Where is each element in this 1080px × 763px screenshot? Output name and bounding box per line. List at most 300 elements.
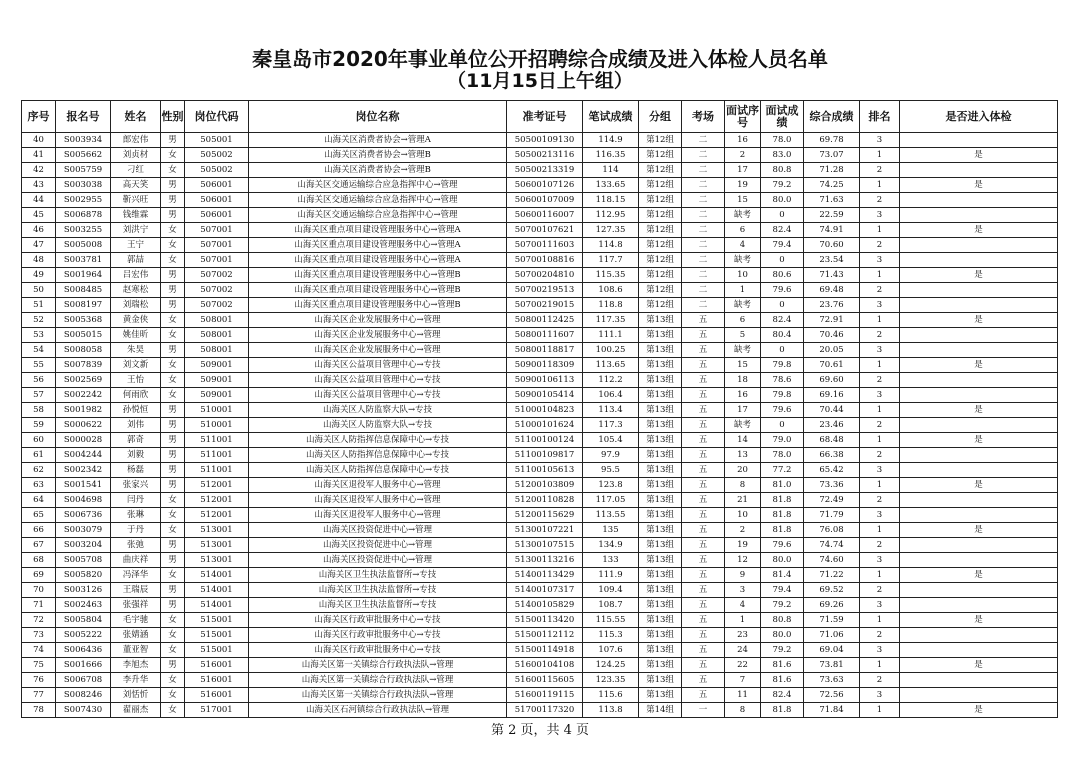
table-cell: 山海关区人防指挥信息保障中心→专技 [249, 433, 507, 448]
table-cell: 第12组 [639, 283, 682, 298]
table-cell: 113.55 [583, 508, 639, 523]
table-row [22, 508, 1058, 523]
table-cell: 山海关区卫生执法监督所→专技 [249, 598, 507, 613]
table-cell: 70.44 [804, 403, 860, 418]
table-cell: 134.9 [583, 538, 639, 553]
table-cell: 78.6 [761, 373, 804, 388]
table-cell: S007430 [56, 703, 111, 718]
table-cell: 51600115605 [507, 673, 583, 688]
table-cell: 李旭杰 [111, 658, 161, 673]
table-cell: 80.8 [761, 613, 804, 628]
table-cell: 二 [682, 133, 725, 148]
table-cell: 刘瑞松 [111, 298, 161, 313]
table-cell: 114 [583, 163, 639, 178]
table-cell: 孙悦恒 [111, 403, 161, 418]
table-cell: 1 [860, 523, 900, 538]
table-cell: 74 [22, 643, 56, 658]
table-cell: 缺考 [725, 298, 761, 313]
table-cell: S001964 [56, 268, 111, 283]
table-cell: 509001 [185, 373, 249, 388]
table-cell: 50900105414 [507, 388, 583, 403]
table-cell: 1 [725, 613, 761, 628]
table-cell: 56 [22, 373, 56, 388]
table-cell: 五 [682, 613, 725, 628]
table-cell: 张强祥 [111, 598, 161, 613]
table-cell: 515001 [185, 613, 249, 628]
table-cell: 21 [725, 493, 761, 508]
table-cell: 70.61 [804, 358, 860, 373]
table-cell: 40 [22, 133, 56, 148]
table-cell: 五 [682, 328, 725, 343]
table-cell: 513001 [185, 523, 249, 538]
table-cell: 69.60 [804, 373, 860, 388]
table-cell: S008197 [56, 298, 111, 313]
table-cell: 山海关区投资促进中心→管理 [249, 553, 507, 568]
table-cell: 507001 [185, 223, 249, 238]
table-cell: 第13组 [639, 583, 682, 598]
table-cell: 山海关区退役军人服务中心→管理 [249, 493, 507, 508]
table-cell: 3 [860, 133, 900, 148]
table-cell: 张家兴 [111, 478, 161, 493]
table-cell: 山海关区公益项目管理中心→专技 [249, 388, 507, 403]
table-cell: 81.8 [761, 493, 804, 508]
table-cell: 515001 [185, 628, 249, 643]
table-cell: 山海关区重点项目建设管理服务中心→管理B [249, 283, 507, 298]
table-cell: 18 [725, 373, 761, 388]
table-row [22, 613, 1058, 628]
table-cell: 69.78 [804, 133, 860, 148]
table-cell: S003204 [56, 538, 111, 553]
table-cell [900, 463, 1058, 478]
table-cell: 6 [725, 313, 761, 328]
table-cell: 钱维霖 [111, 208, 161, 223]
table-cell: 507002 [185, 283, 249, 298]
table-cell: 王宁 [111, 238, 161, 253]
table-cell: 第13组 [639, 673, 682, 688]
table-cell: 五 [682, 493, 725, 508]
table-cell: 吕宏伟 [111, 268, 161, 283]
table-cell: 是 [900, 703, 1058, 718]
table-cell: 2 [860, 373, 900, 388]
table-row [22, 493, 1058, 508]
table-cell: 79.2 [761, 178, 804, 193]
table-cell: 山海关区第一关镇综合行政执法队→管理 [249, 688, 507, 703]
table-cell: 513001 [185, 553, 249, 568]
table-cell: 4 [725, 598, 761, 613]
table-cell: 张琳 [111, 508, 161, 523]
table-cell: 山海关区公益项目管理中心→专技 [249, 373, 507, 388]
col-header: 分组 [639, 101, 682, 133]
table-cell: 73.36 [804, 478, 860, 493]
table-cell: 73.07 [804, 148, 860, 163]
table-cell: 山海关区行政审批服务中心→专技 [249, 628, 507, 643]
table-cell: 118.15 [583, 193, 639, 208]
table-cell: 女 [161, 673, 185, 688]
table-cell: 1 [860, 358, 900, 373]
table-cell: 73.81 [804, 658, 860, 673]
table-cell: 50900118309 [507, 358, 583, 373]
table-cell: 五 [682, 628, 725, 643]
table-cell: 44 [22, 193, 56, 208]
table-cell: 五 [682, 568, 725, 583]
table-cell: 50800112425 [507, 313, 583, 328]
col-header: 准考证号 [507, 101, 583, 133]
table-cell: 81.8 [761, 523, 804, 538]
table-cell: 靳兴旺 [111, 193, 161, 208]
table-cell: 50 [22, 283, 56, 298]
table-cell: 57 [22, 388, 56, 403]
table-cell [900, 373, 1058, 388]
table-cell: 47 [22, 238, 56, 253]
table-cell: 刘伟 [111, 418, 161, 433]
table-cell: 第12组 [639, 133, 682, 148]
table-cell: 1 [860, 178, 900, 193]
table-cell: 是 [900, 403, 1058, 418]
table-cell [900, 688, 1058, 703]
table-cell: 二 [682, 193, 725, 208]
table-cell: S001666 [56, 658, 111, 673]
table-cell: 13 [725, 448, 761, 463]
table-cell: 73.63 [804, 673, 860, 688]
table-cell: S000028 [56, 433, 111, 448]
table-cell: 7 [725, 673, 761, 688]
table-cell: 男 [161, 478, 185, 493]
table-cell: 51100100124 [507, 433, 583, 448]
table-cell: 女 [161, 508, 185, 523]
table-cell: 于丹 [111, 523, 161, 538]
table-cell: 男 [161, 268, 185, 283]
table-row [22, 178, 1058, 193]
table-cell: 五 [682, 658, 725, 673]
table-cell: S000622 [56, 418, 111, 433]
table-cell: 2 [860, 628, 900, 643]
table-cell: 山海关区交通运输综合应急指挥中心→管理 [249, 193, 507, 208]
table-cell: 五 [682, 643, 725, 658]
table-cell: 第13组 [639, 598, 682, 613]
table-cell: 514001 [185, 583, 249, 598]
table-cell: 50700219513 [507, 283, 583, 298]
table-cell: 五 [682, 433, 725, 448]
table-cell: 男 [161, 208, 185, 223]
table-cell: 11 [725, 688, 761, 703]
table-cell: 3 [860, 643, 900, 658]
table-cell: 第13组 [639, 388, 682, 403]
table-cell: 1 [860, 313, 900, 328]
table-cell: 508001 [185, 313, 249, 328]
table-cell: 107.6 [583, 643, 639, 658]
table-cell: 五 [682, 463, 725, 478]
table-cell: 133.65 [583, 178, 639, 193]
table-cell: 第12组 [639, 178, 682, 193]
table-cell: 2 [725, 523, 761, 538]
table-cell: 二 [682, 178, 725, 193]
table-cell: S005804 [56, 613, 111, 628]
table-cell: 51700117320 [507, 703, 583, 718]
table-cell: S004698 [56, 493, 111, 508]
table-cell: 3 [860, 688, 900, 703]
table-cell: 山海关区投资促进中心→管理 [249, 523, 507, 538]
table-cell: 79.8 [761, 358, 804, 373]
table-cell: S005759 [56, 163, 111, 178]
table-row [22, 208, 1058, 223]
table-cell: 115.35 [583, 268, 639, 283]
table-row [22, 163, 1058, 178]
table-cell: 81.8 [761, 703, 804, 718]
table-cell: 53 [22, 328, 56, 343]
table-cell: S006736 [56, 508, 111, 523]
table-cell: 3 [860, 388, 900, 403]
table-cell: 65 [22, 508, 56, 523]
table-cell: 刘毅 [111, 448, 161, 463]
table-cell: 是 [900, 223, 1058, 238]
table-cell: 79.4 [761, 583, 804, 598]
table-cell: 10 [725, 268, 761, 283]
table-cell: 12 [725, 553, 761, 568]
table-cell: 51400107317 [507, 583, 583, 598]
table-cell: 114.8 [583, 238, 639, 253]
table-cell: 75 [22, 658, 56, 673]
table-cell: 0 [761, 253, 804, 268]
table-cell: 66.38 [804, 448, 860, 463]
col-header: 综合成绩 [804, 101, 860, 133]
table-cell: 赵寒松 [111, 283, 161, 298]
table-cell: 71.43 [804, 268, 860, 283]
table-cell: 二 [682, 238, 725, 253]
table-cell: 2 [860, 538, 900, 553]
table-cell: 512001 [185, 508, 249, 523]
table-cell: 515001 [185, 643, 249, 658]
col-header: 面试序号 [725, 101, 761, 133]
table-cell: S005015 [56, 328, 111, 343]
table-cell: 第12组 [639, 298, 682, 313]
table-cell: 第12组 [639, 148, 682, 163]
table-cell: 78.0 [761, 133, 804, 148]
table-cell: 48 [22, 253, 56, 268]
table-cell: 五 [682, 448, 725, 463]
table-cell: 73 [22, 628, 56, 643]
table-cell: 刘恬忻 [111, 688, 161, 703]
table-cell: 李升华 [111, 673, 161, 688]
table-cell: 1 [860, 268, 900, 283]
table-cell: 男 [161, 433, 185, 448]
table-cell: 50600107009 [507, 193, 583, 208]
table-row [22, 628, 1058, 643]
table-cell: 76.08 [804, 523, 860, 538]
table-cell: 山海关区投资促进中心→管理 [249, 538, 507, 553]
table-cell: S005820 [56, 568, 111, 583]
table-cell: 506001 [185, 178, 249, 193]
table-cell: 刘文新 [111, 358, 161, 373]
table-cell: S003934 [56, 133, 111, 148]
table-cell: 是 [900, 148, 1058, 163]
table-cell: 第13组 [639, 313, 682, 328]
table-cell: 1 [860, 658, 900, 673]
table-cell: 80.8 [761, 163, 804, 178]
table-cell: 3 [860, 463, 900, 478]
table-cell: 男 [161, 298, 185, 313]
table-cell: S004244 [56, 448, 111, 463]
table-cell: 68.48 [804, 433, 860, 448]
table-cell: 二 [682, 268, 725, 283]
results-table [21, 100, 1058, 718]
table-cell: 山海关区企业发展服务中心→管理 [249, 313, 507, 328]
table-cell: 69.26 [804, 598, 860, 613]
table-cell: 山海关区企业发展服务中心→管理 [249, 343, 507, 358]
table-cell: 10 [725, 508, 761, 523]
table-cell: 女 [161, 688, 185, 703]
table-body [22, 133, 1058, 718]
table-cell: 59 [22, 418, 56, 433]
table-cell [900, 628, 1058, 643]
table-cell: 9 [725, 568, 761, 583]
table-cell: 五 [682, 373, 725, 388]
table-cell: 杨磊 [111, 463, 161, 478]
table-cell: 72.91 [804, 313, 860, 328]
table-cell: 1 [860, 223, 900, 238]
table-cell: 第12组 [639, 238, 682, 253]
table-cell: 第13组 [639, 373, 682, 388]
table-cell: 五 [682, 358, 725, 373]
table-cell: 五 [682, 418, 725, 433]
table-cell: 123.35 [583, 673, 639, 688]
table-cell: 女 [161, 313, 185, 328]
table-cell: 71.28 [804, 163, 860, 178]
table-cell: 1 [860, 568, 900, 583]
table-cell: 是 [900, 358, 1058, 373]
table-cell: 第12组 [639, 268, 682, 283]
table-cell: 67 [22, 538, 56, 553]
table-cell: 高天笑 [111, 178, 161, 193]
table-cell: 山海关区重点项目建设管理服务中心→管理A [249, 253, 507, 268]
table-cell: 朱昊 [111, 343, 161, 358]
table-row [22, 133, 1058, 148]
table-cell: 51300107221 [507, 523, 583, 538]
table-cell: 516001 [185, 673, 249, 688]
table-cell: 男 [161, 133, 185, 148]
table-cell: 第13组 [639, 508, 682, 523]
table-cell: 71.63 [804, 193, 860, 208]
table-cell [900, 343, 1058, 358]
table-cell: 男 [161, 418, 185, 433]
table-cell: 506001 [185, 208, 249, 223]
table-cell: 翟丽杰 [111, 703, 161, 718]
table-cell: 1 [860, 703, 900, 718]
table-cell: 109.4 [583, 583, 639, 598]
table-cell [900, 418, 1058, 433]
table-cell: 50500213319 [507, 163, 583, 178]
table-cell: 五 [682, 388, 725, 403]
table-cell: 115.55 [583, 613, 639, 628]
table-row [22, 553, 1058, 568]
table-row [22, 238, 1058, 253]
table-cell: 缺考 [725, 208, 761, 223]
table-cell: 缺考 [725, 253, 761, 268]
col-header: 姓名 [111, 101, 161, 133]
table-row [22, 703, 1058, 718]
col-header: 报名号 [56, 101, 111, 133]
table-cell: 54 [22, 343, 56, 358]
table-row [22, 598, 1058, 613]
table-cell: 五 [682, 688, 725, 703]
table-cell: 113.65 [583, 358, 639, 373]
table-cell: 2 [860, 493, 900, 508]
table-cell: 23 [725, 628, 761, 643]
table-cell: 是 [900, 658, 1058, 673]
table-cell: 山海关区消费者协会→管理A [249, 133, 507, 148]
table-cell: 女 [161, 373, 185, 388]
table-cell: 51500113420 [507, 613, 583, 628]
table-cell: 五 [682, 583, 725, 598]
table-cell: 81.8 [761, 508, 804, 523]
table-cell: 黄金侠 [111, 313, 161, 328]
table-cell: 41 [22, 148, 56, 163]
table-cell: 男 [161, 598, 185, 613]
table-cell: 山海关区人防监察大队→专技 [249, 403, 507, 418]
table-cell: 113.8 [583, 703, 639, 718]
table-cell: 3 [860, 508, 900, 523]
table-cell: 516001 [185, 658, 249, 673]
table-row [22, 538, 1058, 553]
table-cell: 81.4 [761, 568, 804, 583]
table-cell: 15 [725, 358, 761, 373]
table-cell: 50600107126 [507, 178, 583, 193]
table-row [22, 328, 1058, 343]
table-row [22, 433, 1058, 448]
table-cell: 五 [682, 598, 725, 613]
table-cell: S001982 [56, 403, 111, 418]
table-cell [900, 193, 1058, 208]
table-cell: 511001 [185, 448, 249, 463]
table-cell: 51200103809 [507, 478, 583, 493]
table-cell: 第12组 [639, 253, 682, 268]
table-cell: 山海关区交通运输综合应急指挥中心→管理 [249, 208, 507, 223]
table-cell: 五 [682, 523, 725, 538]
table-row [22, 418, 1058, 433]
table-cell: 71.84 [804, 703, 860, 718]
table-cell: 0 [761, 343, 804, 358]
table-cell: 第13组 [639, 478, 682, 493]
table-cell: 1 [725, 283, 761, 298]
table-cell: 五 [682, 673, 725, 688]
table-cell: 二 [682, 283, 725, 298]
table-cell: 第13组 [639, 613, 682, 628]
table-cell: 82.4 [761, 313, 804, 328]
table-cell: 510001 [185, 418, 249, 433]
table-cell: 男 [161, 583, 185, 598]
table-cell: 第13组 [639, 538, 682, 553]
table-cell: 6 [725, 223, 761, 238]
col-header: 考场 [682, 101, 725, 133]
table-cell: 五 [682, 508, 725, 523]
table-cell: 516001 [185, 688, 249, 703]
table-cell: 刁红 [111, 163, 161, 178]
table-cell: 117.3 [583, 418, 639, 433]
table-cell: 105.4 [583, 433, 639, 448]
table-cell: 72.56 [804, 688, 860, 703]
table-cell: 2 [860, 328, 900, 343]
document-subtitle: （11月15日上午组） [447, 70, 633, 92]
table-cell: 513001 [185, 538, 249, 553]
table-cell: 115.3 [583, 628, 639, 643]
table-cell: 511001 [185, 463, 249, 478]
table-cell: 山海关区交通运输综合应急指挥中心→管理 [249, 178, 507, 193]
table-cell: 72.49 [804, 493, 860, 508]
table-cell: 51300107515 [507, 538, 583, 553]
document-title: 秦皇岛市2020年事业单位公开招聘综合成绩及进入体检人员名单 [252, 47, 828, 71]
table-cell: 510001 [185, 403, 249, 418]
table-cell: 71 [22, 598, 56, 613]
table-cell: 山海关区退役军人服务中心→管理 [249, 508, 507, 523]
